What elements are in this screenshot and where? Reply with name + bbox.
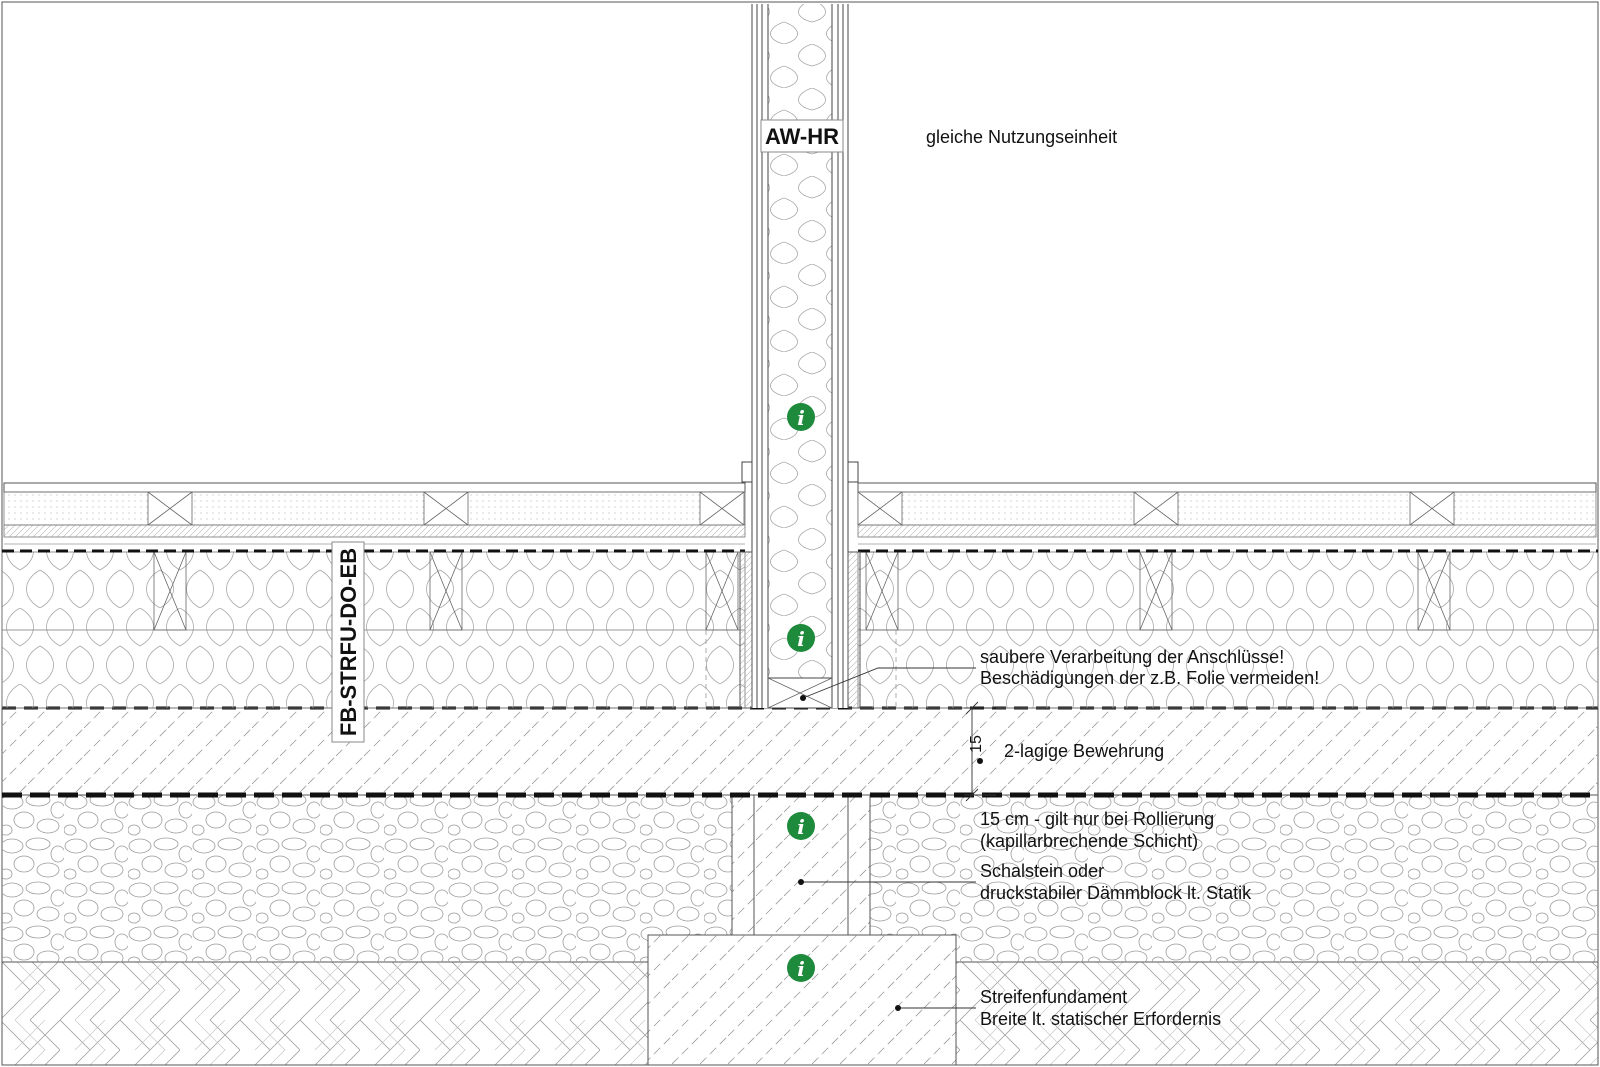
info-icon[interactable] <box>787 812 815 840</box>
floor-screed-left <box>4 492 745 525</box>
gravel-label-1: 15 cm - gilt nur bei Rollierung <box>980 809 1215 829</box>
foundation-label-2: Breite lt. statischer Erfordernis <box>980 1009 1222 1029</box>
usage-unit-label: gleiche Nutzungseinheit <box>926 127 1118 147</box>
svg-text:i: i <box>797 957 805 981</box>
reinforcement-label: 2-lagige Bewehrung <box>1004 741 1165 761</box>
gravel-label-2: (kapillarbrechende Schicht) <box>980 831 1199 851</box>
concrete-slab <box>2 708 1598 795</box>
formwork-label-1: Schalstein oder <box>980 861 1105 881</box>
foundation-label-1: Streifenfundament <box>980 987 1128 1007</box>
formwork-label-2: druckstabiler Dämmblock lt. Statik <box>980 883 1252 903</box>
svg-text:i: i <box>797 815 805 839</box>
wall-insulation <box>768 4 832 678</box>
slab-dimension-value: 15 <box>968 735 985 753</box>
connections-label-2: Beschädigungen der z.B. Folie vermeiden! <box>980 668 1320 688</box>
connections-label-1: saubere Verarbeitung der Anschlüsse! <box>980 647 1285 667</box>
wall-tag: AW-HR <box>764 124 840 149</box>
svg-text:i: i <box>797 627 805 651</box>
svg-text:i: i <box>797 406 805 430</box>
info-icon[interactable] <box>787 403 815 431</box>
info-icon[interactable] <box>787 954 815 982</box>
floor-tag: FB-STRFU-DO-EB <box>336 547 361 737</box>
floor-screed-right <box>858 492 1596 525</box>
info-icon[interactable] <box>787 624 815 652</box>
